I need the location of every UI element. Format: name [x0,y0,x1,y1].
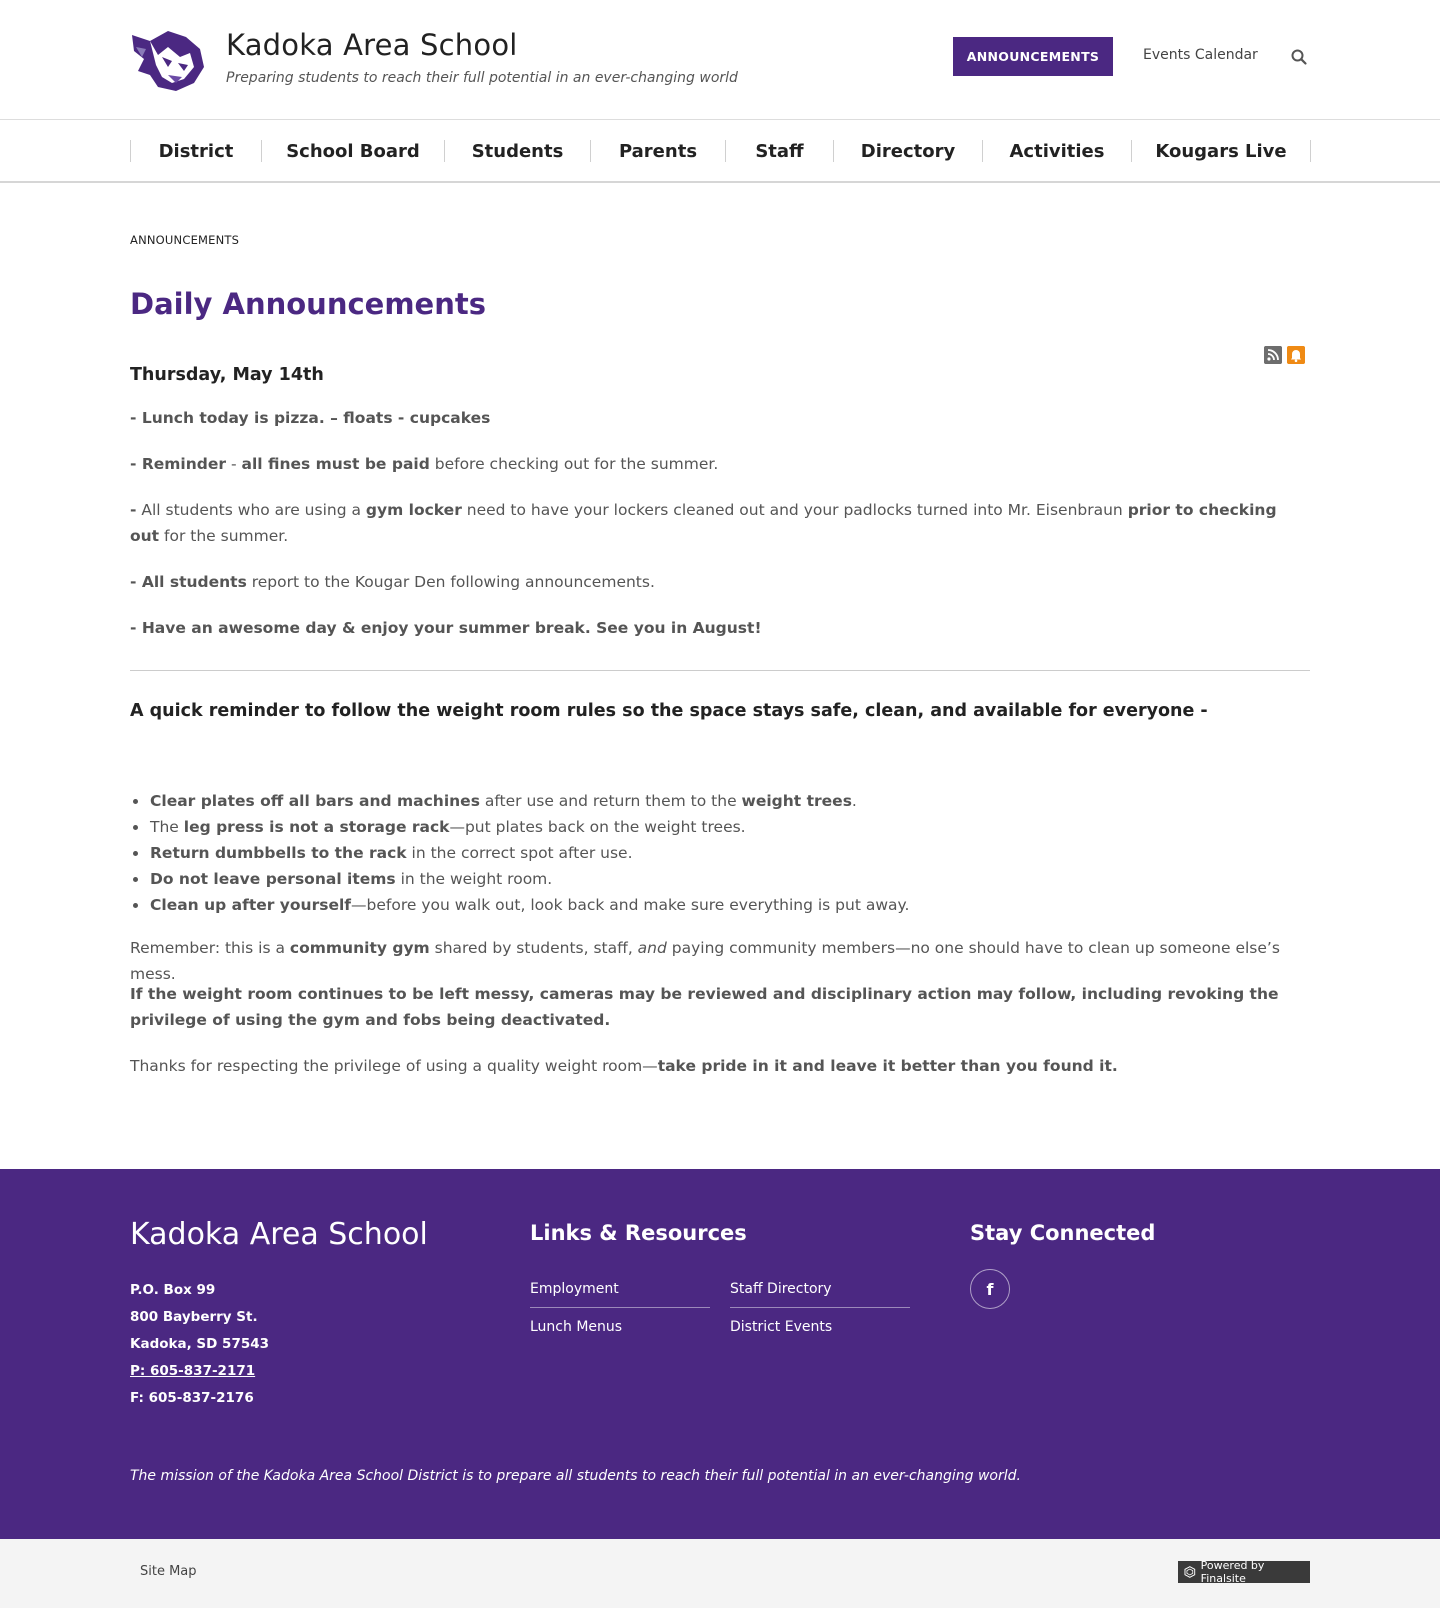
list-item [130,814,1310,840]
announcement-item [130,569,1310,595]
weight-room-heading: A quick reminder to follow the weight room rules so the space stays safe, clean, and available for everyone - [130,701,1208,721]
site-tagline: Preparing students to reach their full potential in an ever-changing world [226,70,738,86]
page-title: Daily Announcements [130,287,486,321]
nav-item-kougars-live[interactable]: Kougars Live [1155,140,1287,162]
announcement-text-bold: - [130,501,137,519]
announcement-text-bold: - Lunch today is pizza. – floats - cupcakes [130,409,491,427]
announcement-item [130,405,1310,431]
announcement-text: for the summer. [159,527,289,545]
announcement-item [130,615,1310,641]
warning-paragraph [130,981,1310,1033]
footer-address [130,1277,269,1412]
link-divider [730,1307,910,1308]
address-line: P.O. Box 99 [130,1282,216,1298]
rule-text-bold: Clean up after yourself [150,896,352,914]
rule-text: —put plates back on the weight trees. [449,818,746,836]
announcement-text: need to have your lockers cleaned out and your padlocks turned into Mr. Eisenbraun [461,501,1128,519]
rule-text-bold: leg press is not a storage rack [183,818,450,836]
remember-text: shared by students, staff, [429,939,638,957]
powered-by-text: Powered by Finalsite [1200,1559,1265,1585]
site-footer [0,1169,1440,1539]
remember-text: Remember: this is a [130,939,290,957]
address-line: Kadoka, SD 57543 [130,1336,270,1352]
list-item [130,788,1310,814]
announcement-text-bold: - Have an awesome day & enjoy your summer break. See you in August! [130,619,762,637]
site-header [0,0,1440,120]
nav-item-directory[interactable]: Directory [860,140,956,162]
remember-paragraph [130,935,1310,987]
footer-link-employment[interactable]: Employment [530,1281,619,1297]
nav-item-staff[interactable]: Staff [755,140,804,162]
address-line: 800 Bayberry St. [130,1309,258,1325]
kougar-logo-icon[interactable] [128,27,206,93]
links-heading: Links & Resources [530,1221,747,1245]
announcement-text-bold: all fines must be paid [241,455,430,473]
rule-text: —before you walk out, look back and make sure everything is put away. [351,896,910,914]
footer-link-lunch-menus[interactable]: Lunch Menus [530,1319,623,1335]
remember-text-bold: community gym [289,939,430,957]
rule-text-bold: weight trees [741,792,852,810]
events-calendar-link[interactable]: Events Calendar [1143,47,1258,63]
announcement-text: All students who are using a [136,501,366,519]
finalsite-logo-icon [1184,1566,1196,1578]
announcement-text-bold: gym locker [365,501,462,519]
list-item [130,840,1310,866]
nav-item-parents[interactable]: Parents [618,140,698,162]
rule-text-bold: Clear plates off all bars and machines [150,792,480,810]
announcement-text-bold: prior to checking out [130,501,1277,545]
site-title[interactable]: Kadoka Area School [226,28,518,62]
mission-statement: The mission of the Kadoka Area School District is to prepare all students to reach their full potential in an ever-changing world. [130,1468,1021,1484]
thanks-text-bold: take pride in it and leave it better than you found it. [657,1057,1118,1075]
rule-text: The [150,818,184,836]
announcement-item [130,451,1310,477]
main-nav [0,119,1440,183]
footer-title: Kadoka Area School [130,1217,428,1252]
link-divider [530,1307,710,1308]
nav-item-activities[interactable]: Activities [1009,140,1105,162]
rule-text: in the weight room. [395,870,553,888]
content-divider [130,670,1310,671]
site-map-link[interactable]: Site Map [140,1564,197,1579]
announcement-text-bold: - All students [130,573,247,591]
search-icon[interactable] [1290,48,1308,66]
weight-room-rules [130,788,1310,918]
nav-item-district[interactable]: District [158,140,234,162]
announcement-text: report to the Kougar Den following announcements. [246,573,655,591]
rss-icon[interactable] [1264,346,1282,364]
nav-item-students[interactable]: Students [471,140,564,162]
facebook-button[interactable] [970,1269,1010,1309]
footer-link-district-events[interactable]: District Events [730,1319,833,1335]
thanks-text: Thanks for respecting the privilege of using a quality weight room— [130,1057,658,1075]
rule-text: . [851,792,857,810]
announcements-button[interactable]: ANNOUNCEMENTS [953,37,1113,76]
announcement-item [130,497,1310,549]
nav-separator [1310,140,1311,162]
bottom-bar [0,1539,1440,1608]
list-item [130,866,1310,892]
thanks-paragraph [130,1053,1310,1079]
remember-text-italic: and [637,939,667,957]
announcement-text: - [226,455,242,473]
fax-number: F: 605-837-2176 [130,1390,254,1406]
breadcrumb[interactable]: ANNOUNCEMENTS [130,233,240,247]
nav-item-school-board[interactable]: School Board [286,140,420,162]
remember-text: paying community members—no one should have to clean up someone else’s mess. [130,939,1280,983]
announcement-text-bold: - Reminder [130,455,227,473]
list-item [130,892,1310,918]
rule-text: after use and return them to the [479,792,742,810]
rule-text-bold: Return dumbbells to the rack [150,844,407,862]
post-date: Thursday, May 14th [130,365,324,385]
notification-bell-icon[interactable] [1287,346,1305,364]
facebook-icon: f [986,1279,994,1299]
phone-link[interactable]: P: 605-837-2171 [130,1363,256,1379]
powered-by-finalsite-badge[interactable] [1178,1561,1310,1583]
warning-text: If the weight room continues to be left messy, cameras may be reviewed and disciplinary action may follow, including revoking the privilege of using the gym and fobs being deactivated. [130,985,1279,1029]
rule-text-bold: Do not leave personal items [150,870,396,888]
stay-connected-heading: Stay Connected [970,1221,1156,1245]
footer-link-staff-directory[interactable]: Staff Directory [730,1281,832,1297]
announcement-text: before checking out for the summer. [429,455,719,473]
rule-text: in the correct spot after use. [406,844,633,862]
